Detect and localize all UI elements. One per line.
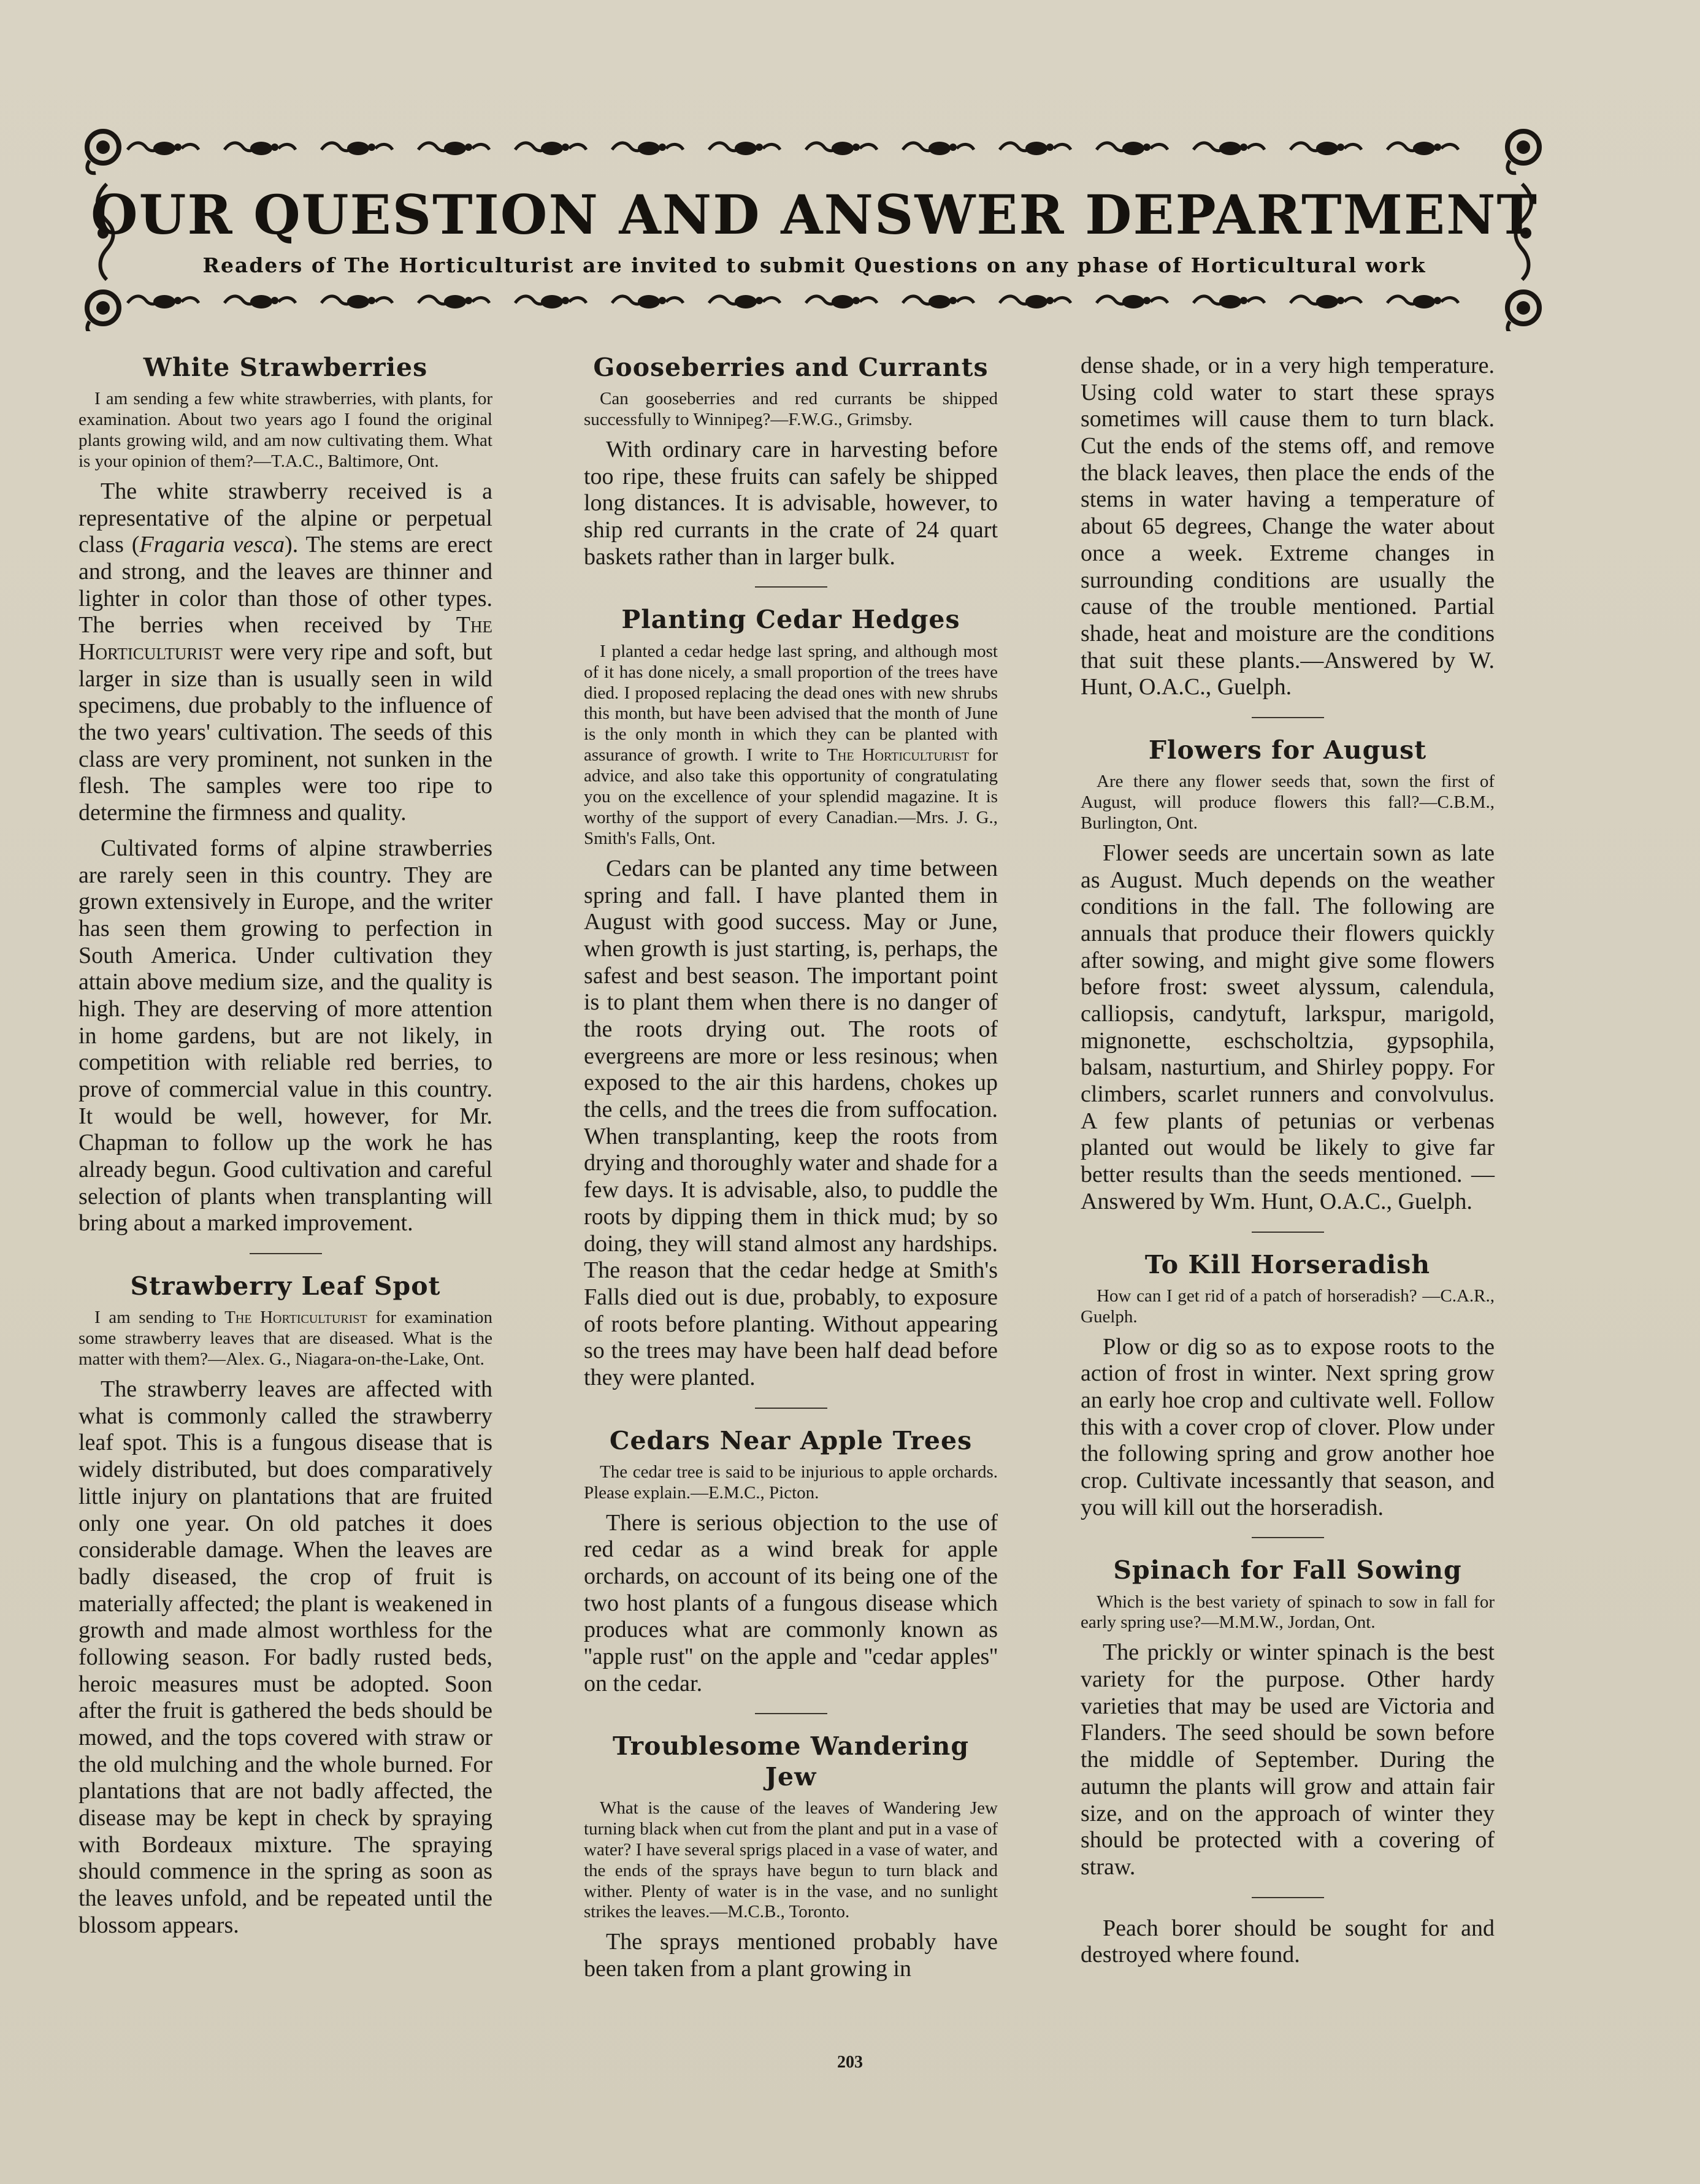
column-1 — [78, 353, 492, 1948]
reader-question: Are there any flower seeds that, sown the first of August, will produce flowers this fall?—C.B.M., Burlington, Ont. — [1081, 772, 1495, 833]
section-divider — [1252, 1537, 1324, 1538]
answer-paragraph: There is serious objection to the use of red cedar as a wind break for apple orchards, on account of its being one of the two host plants of a fungous disease which produces what are commonly known as ''apple rust'' on the apple and ''cedar apples'' on the cedar. — [584, 1509, 998, 1696]
department-banner — [85, 129, 1544, 331]
page-number: 203 — [837, 2053, 863, 2072]
section-divider — [1252, 717, 1324, 718]
reader-question: I am sending a few white strawberries, with plants, for examination. About two years ago I found the original plants growing wild, and am now cultivating them. What is your opinion of them?—T.A.C., Baltimore, Ont. — [78, 389, 492, 471]
reader-question: What is the cause of the leaves of Wandering Jew turning black when cut from the plant and put in a vase of water? I have several sprigs placed in a vase of water, and the ends of the sprays have begun to turn black and wither. Plenty of water is in the vase, and no sunlight strikes the leaves.—M.C.B., Toronto. — [584, 1798, 998, 1922]
answer-paragraph: The prickly or winter spinach is the best variety for the purpose. Other hardy varieties that may be used are Victoria and Flanders. The seed should be sown before the middle of September. During the autumn the plants will grow and attain fair size, and on the approach of winter they should be protected with a covering of straw. — [1081, 1639, 1495, 1880]
section-divider — [755, 586, 827, 588]
answer-paragraph: The white strawberry received is a representative of the alpine or perpetual class (Fragaria vesca). The stems are erect and strong, and the leaves are thinner and lighter in color than those of other types. The berries when received by The Horticulturist were very ripe and soft, but larger in size than is usually seen in wild specimens, due probably to the influence of the two years' cultivation. The seeds of this class are very prominent, not sunken in the flesh. The samples were too ripe to determine the firmness and quality. — [78, 478, 492, 826]
article-heading: White Strawberries — [143, 353, 428, 382]
article-heading: Gooseberries and Currants — [593, 353, 989, 382]
answer-paragraph: Cultivated forms of alpine strawberries are rarely seen in this country. They are grown extensively in Europe, and the writer has seen them growing to perfection in South America. Under cultivation they attain above medium size, and the quality is high. They are deserving of more attention in home gardens, but are not likely, in competition with reliable red berries, to prove of commercial value in this country. It would be well, however, for Mr. Chapman to follow up the work he has already begun. Good cultivation and careful selection of plants when transplanting will bring about a marked improvement. — [78, 835, 492, 1236]
answer-paragraph: Peach borer should be sought for and destroyed where found. — [1081, 1915, 1495, 1968]
article-heading: Planting Cedar Hedges — [621, 605, 960, 635]
answer-paragraph: Cedars can be planted any time between spring and fall. I have planted them in August with good success. May or June, when growth is just starting, is, perhaps, the safest and best season. The important point is to plant them when there is no danger of the roots drying out. The roots of evergreens are more or less resinous; when exposed to the air this hardens, chokes up the cells, and the trees die from suffocation. When transplanting, keep the roots from drying and thoroughly water and shade for a few days. It is advisable, also, to puddle the roots by dipping them in thick mud; by so doing, they will stand almost any hardships. The reason that the cedar hedge at Smith's Falls died out is due, probably, to exposure of roots before planting. Without appearing so the trees may have been half dead before they were planted. — [584, 855, 998, 1390]
department-subtitle: Readers of The Horticulturist are invited to submit Questions on any phase of Horticultural work — [202, 253, 1426, 277]
answer-paragraph: Plow or dig so as to expose roots to the action of frost in winter. Next spring grow an early hoe crop and cultivate well. Follow this with a cover crop of clover. Plow under the following spring and grow another hoe crop. Cultivate incessantly that season, and you will kill out the horseradish. — [1081, 1333, 1495, 1520]
reader-question: I planted a cedar hedge last spring, and although most of it has done nicely, a small proportion of the trees have died. I proposed replacing the dead ones with new shrubs this month, but have been advised that the month of June is the only month in which they can be planted with assurance of growth. I write to The Horticulturist for advice, and also take this opportunity of congratulating you on the excellence of your splendid magazine. It is worthy of the support of every Canadian.—Mrs. J. G., Smith's Falls, Ont. — [584, 641, 998, 848]
answer-paragraph: dense shade, or in a very high temperature. Using cold water to start these sprays sometimes will cause them to turn black. Cut the ends of the stems off, and remove the black leaves, then place the ends of the stems in water having a temperature of about 65 degrees, Change the water about once a week. Extreme changes in surrounding conditions are usually the cause of the trouble mentioned. Partial shade, heat and moisture are the conditions that suit these plants.—Answered by W. Hunt, O.A.C., Guelph. — [1081, 353, 1495, 700]
reader-question: Can gooseberries and red currants be shipped successfully to Winnipeg?—F.W.G., Grimsby. — [584, 389, 998, 430]
article-heading: Cedars Near Apple Trees — [609, 1425, 973, 1455]
article-heading: Flowers for August — [1148, 735, 1427, 765]
reader-question: Which is the best variety of spinach to sow in fall for early spring use?—M.M.W., Jordan, Ont. — [1081, 1592, 1495, 1633]
reader-question: The cedar tree is said to be injurious to apple orchards. Please explain.—E.M.C., Picton. — [584, 1462, 998, 1503]
article-heading: To Kill Horseradish — [1144, 1249, 1431, 1279]
section-divider — [250, 1253, 322, 1254]
section-divider — [755, 1408, 827, 1409]
section-divider — [755, 1713, 827, 1714]
article-heading: Troublesome Wandering Jew — [612, 1731, 970, 1791]
answer-paragraph: Flower seeds are uncertain sown as late as August. Much depends on the weather conditions in the fall. The following are annuals that produce their flowers quickly after sowing, and might give some flowers before frost: sweet alyssum, calendula, calliopsis, candytuft, larkspur, marigold, mignonette, eschscholtzia, gypsophila, balsam, nasturtium, and Shirley poppy. For climbers, scarlet runners and convolvulus. A few plants of petunias or verbenas planted out would be likely to give far better results than the seeds mentioned. —Answered by Wm. Hunt, O.A.C., Guelph. — [1081, 840, 1495, 1214]
article-heading: Spinach for Fall Sowing — [1113, 1555, 1462, 1585]
column-3 — [1081, 353, 1495, 1977]
department-title: OUR QUESTION AND ANSWER DEPARTMENT — [90, 183, 1539, 247]
answer-paragraph: The sprays mentioned probably have been taken from a plant growing in — [584, 1929, 998, 1982]
reader-question: I am sending to The Horticulturist for examination some strawberry leaves that are diseased. What is the matter with them?—Alex. G., Niagara-on-the-Lake, Ont. — [78, 1308, 492, 1370]
section-divider — [1252, 1232, 1324, 1233]
article-heading: Strawberry Leaf Spot — [130, 1271, 441, 1301]
column-2 — [584, 353, 998, 1991]
section-divider — [1252, 1897, 1324, 1898]
answer-paragraph: With ordinary care in harvesting before too ripe, these fruits can safely be shipped long distances. It is advisable, however, to ship red currants in the crate of 24 quart baskets rather than in larger bulk. — [584, 437, 998, 570]
answer-paragraph: The strawberry leaves are affected with what is commonly called the strawberry leaf spot. This is a fungous disease that is widely distributed, but does comparatively little injury on plantations that are fruited only one year. On old patches it does considerable damage. When the leaves are badly diseased, the crop of fruit is materially affected; the plant is weakened in growth and made almost worthless for the following season. For badly rusted beds, heroic measures must be adopted. Soon after the fruit is gathered the beds should be mowed, and the tops covered with straw or the old mulching and the whole burned. For plantations that are not badly affected, the disease may be kept in check by spraying with Bordeaux mixture. The spraying should commence in the spring as soon as the leaves unfold, and be repeated until the blossom appears. — [78, 1376, 492, 1938]
reader-question: How can I get rid of a patch of horseradish? —C.A.R., Guelph. — [1081, 1285, 1495, 1327]
